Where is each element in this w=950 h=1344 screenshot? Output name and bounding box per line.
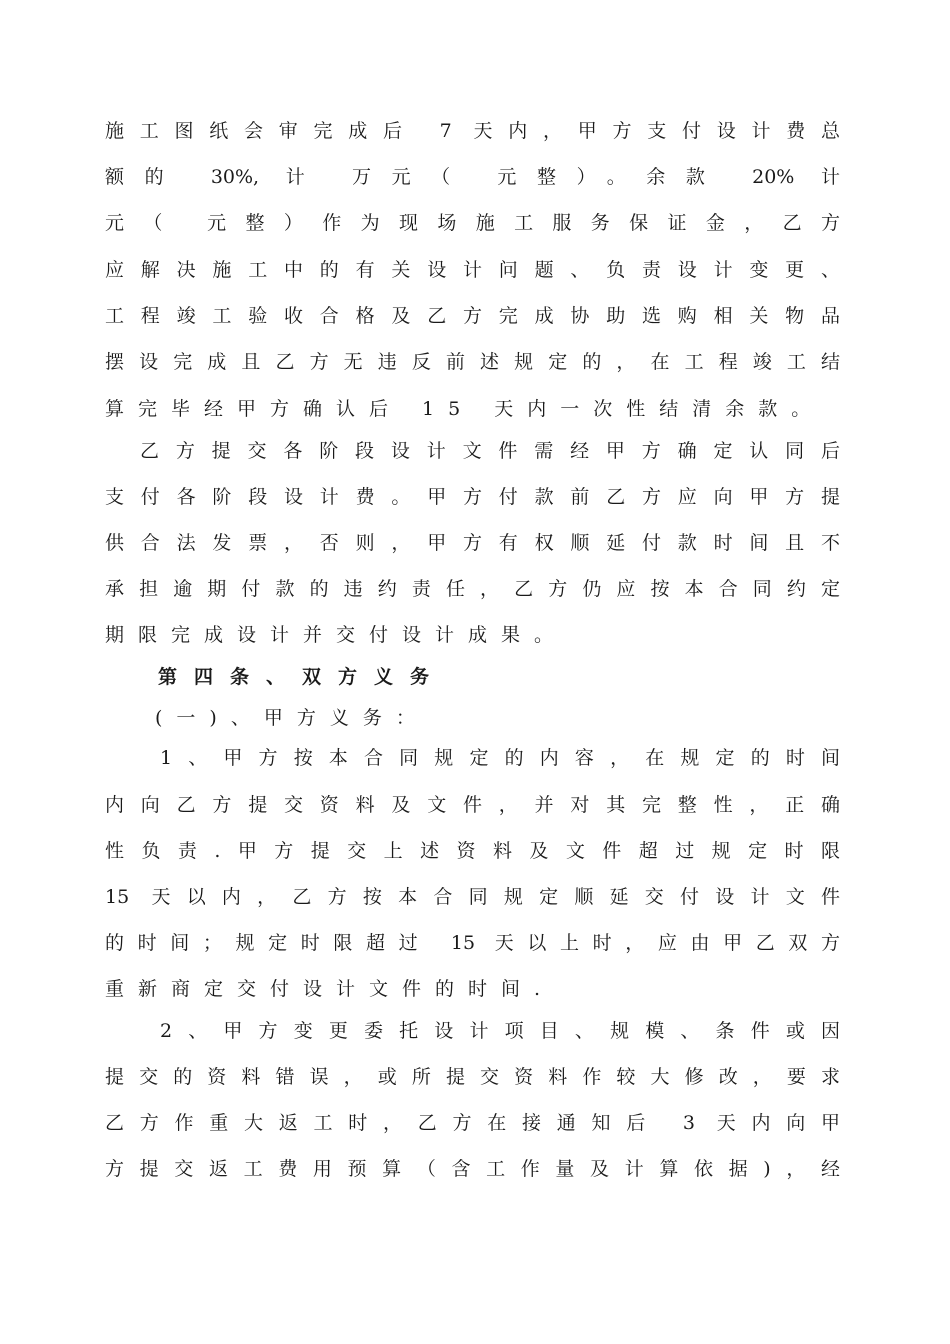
paragraph-line: 15 天以内，乙方按本合同规定顺延交付设计文件: [105, 886, 840, 908]
paragraph-line: 性负责.甲方提交上述资料及文件超过规定时限: [105, 840, 840, 862]
paragraph-line: 工程竣工验收合格及乙方完成协助选购相关物品: [105, 305, 840, 327]
paragraph-line: 支付各阶段设计费。甲方付款前乙方应向甲方提: [105, 486, 840, 508]
paragraph-line: 额的 30%, 计 万元（ 元整）。余款 20% 计: [105, 166, 840, 188]
paragraph-line: 方提交返工费用预算（含工作量及计算依据)，经: [105, 1158, 840, 1180]
paragraph-line: 元（ 元整）作为现场施工服务保证金，乙方: [105, 212, 840, 234]
paragraph-line: 承担逾期付款的违约责任，乙方仍应按本合同约定: [105, 578, 840, 600]
paragraph-line: 摆设完成且乙方无违反前述规定的，在工程竣工结: [105, 351, 840, 373]
paragraph-line: 算完毕经甲方确认后 15 天内一次性结清余款。: [105, 398, 825, 420]
paragraph-line: 施工图纸会审完成后 7 天内，甲方支付设计费总: [105, 120, 840, 142]
paragraph-line: 乙方提交各阶段设计文件需经甲方确定认同后: [140, 440, 840, 462]
paragraph-line: 内向乙方提交资料及文件，并对其完整性，正确: [105, 794, 840, 816]
paragraph-line: 供合法发票，否则，甲方有权顺延付款时间且不: [105, 532, 840, 554]
paragraph-line: 乙方作重大返工时，乙方在接通知后 3 天内向甲: [105, 1112, 840, 1134]
subsection-heading: (一)、甲方义务：: [155, 707, 429, 729]
section-heading: 第四条、双方义务: [158, 666, 447, 688]
paragraph-line: 1、甲方按本合同规定的内容，在规定的时间: [160, 747, 840, 769]
paragraph-line: 应解决施工中的有关设计问题、负责设计变更、: [105, 259, 840, 281]
paragraph-line: 期限完成设计并交付设计成果。: [105, 624, 568, 646]
paragraph-line: 2、甲方变更委托设计项目、规模、条件或因: [160, 1020, 840, 1042]
paragraph-line: 的时间；规定时限超过 15 天以上时，应由甲乙双方: [105, 932, 840, 954]
paragraph-line: 提交的资料错误，或所提交资料作较大修改，要求: [105, 1066, 840, 1088]
paragraph-line: 重新商定交付设计文件的时间.: [105, 978, 555, 1000]
